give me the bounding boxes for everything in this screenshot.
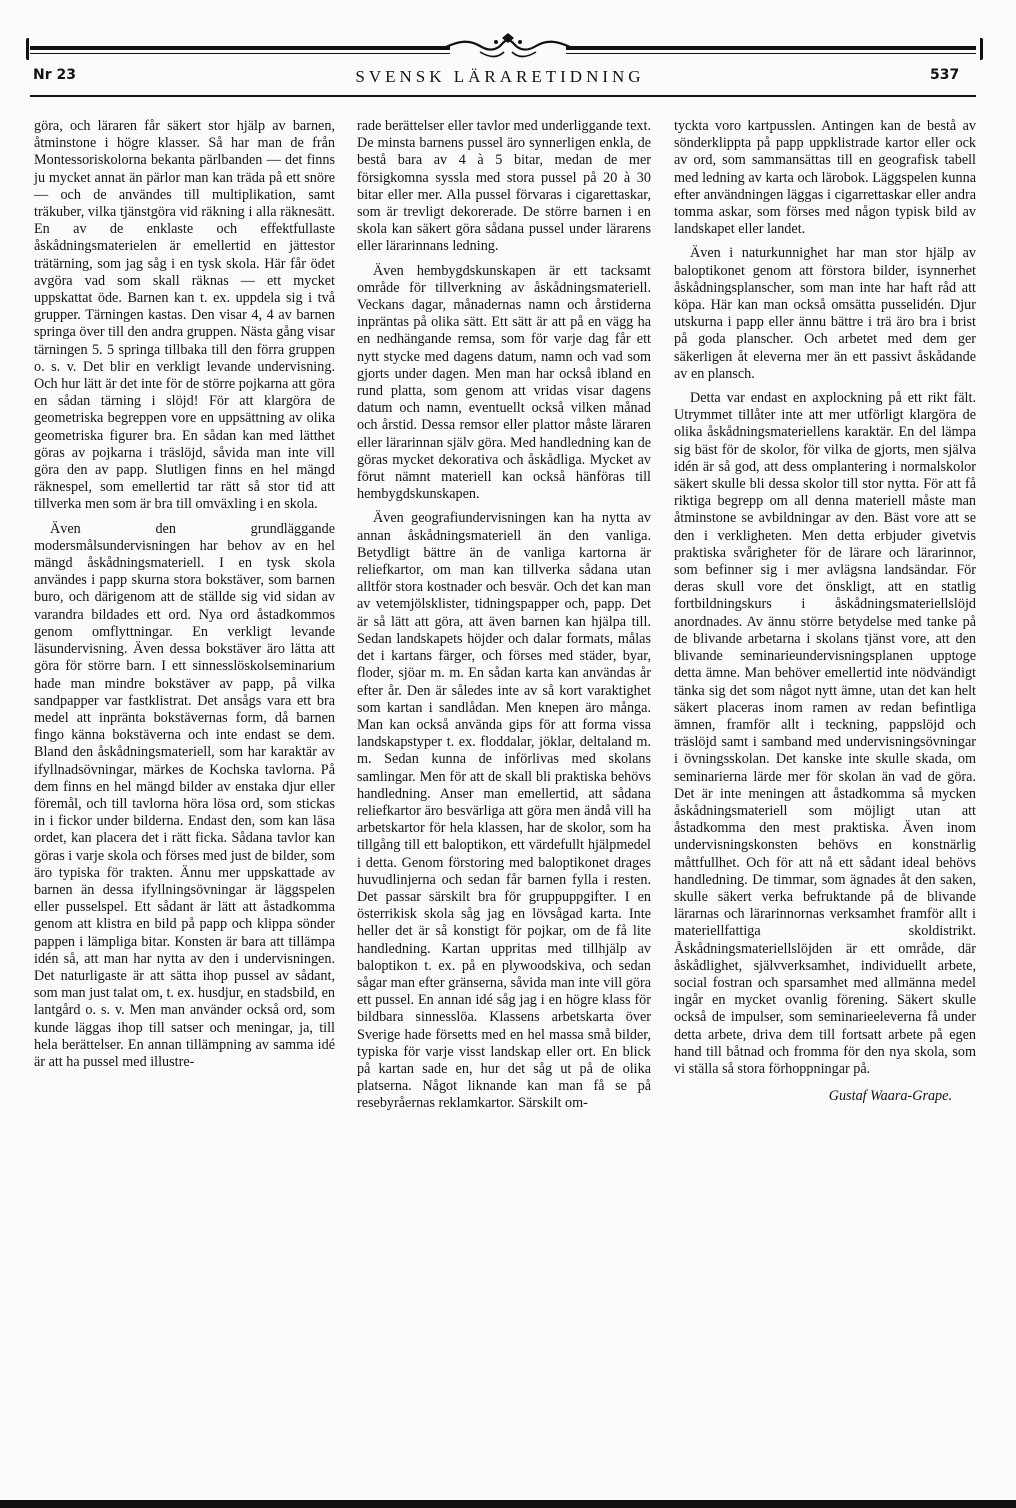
paragraph: Även geografiundervisningen kan ha nytta av annan åskådningsmateriell än den vanliga. Betydligt bättre än de vanliga kartorna är reliefkartor, om man kan tillverka sådana utan alltför stora kostnader och besvär. Och det kan man av vetemjölsklister, tidningspapper och, papp. Det är så lätt att göra, att även barnen kan hjälpa till. Sedan landskapets höjder och dalar formats, målas det i kartans färger, och förses med städer, byar, floder, sjöar m. m. En sådan karta kan användas år efter år. Den är således inte av så kort varaktighet som kartan i sandlådan. Men knepen äro många. Man kan också använda gips för att forma vissa landskapstyper t. ex. floddalar, jöklar, deltaland m. m. Sedan kunna de införlivas med skolans samlingar. Men för att de skall bli praktiska behövs handledning. Anser man emellertid, att sådana reliefkartor äro besvärliga att göra men ändå vill ha arbetskartor för hela klassen, har de skolor, som ha tillgång till ett baloptikon, ett värdefullt hjälpmedel i detta. Genom förstoring med baloptikonet drages huvudlinjerna och sedan får barnen fylla i resten. Det passar särskilt bra för gruppuppgifter. I en österrikisk skola såg jag en lövsågad karta. Inte heller det är så konstigt för pojkar, om de få lite handledning. Kartan uppritas med tillhjälp av baloptikon t. ex. på en plywoodskiva, och sedan sågar man efter gränserna, såvida man inte vill göra ett pussel. En annan idé såg jag i en högre klass för bildbara sinnesslöa. Klassens arbetskarta över Sverige hade försetts med en hel massa små bilder, typiska för varje visst landskap eller ort. En blick på kartan sade en, hur det såg ut på de olika platserna. Något liknande kan man få se på resebyråernas reklamkartor. Särskilt om- — [357, 510, 651, 1112]
issue-number: Nr 23 — [33, 67, 76, 83]
paragraph: Även hembygdskunskapen är ett tacksamt område för tillverkning av åskådningsmateriell. Veckans dagar, månadernas namn och årstiderna inpräntas på olika sätt. Ett sätt är att på en vägg ha en nedhängande remsa, som för varje dag får ett nytt stycke med dagens datum, namn och vad som gjorts under dagen. Men man har också ibland en rund platta, som genom att vridas visar dagens datum och namn, eventuellt också vilken månad och årstid. Dessa remsor eller plattor måste läraren eller lärarinnan själv göra. Med handledning kan de göras mycket dekorativa och åskådliga. Mycket av förut nämnt materiell kan också hänföras till hembygdskunskapen. — [357, 262, 651, 503]
header-rule-right-thin — [566, 53, 976, 54]
article-column-1 — [34, 118, 335, 1071]
article-column-2 — [357, 118, 651, 1113]
paragraph: Även den grundläggande modersmålsundervisningen har behov av en hel mängd åskådningsmateriell. I en tysk skola användes i papp skurna stora bokstäver, som barnen buro, och därigenom att de ställde sig vid sidan av varandra bildades ett ord. Nya ord åstadkommos genom omflyttningar. En verkligt levande läsundervisning. Även dessa bokstäver äro lätta att göra för större barn. I ett sinnesslöskolseminarium hade man mindre bokstäver av papp, på vilka sandpapper var fastklistrat. Det ansågs vara ett bra medel att inpränta bokstävernas form, då barnen fingo känna bokstäverna och inte endast se dem. Bland den åskådningsmateriell, som har karaktär av ifyllnadsövningar, märkes de Kochska tavlorna. På dem finns en hel mängd bilder av enstaka djur eller föremål, och till tavlorna höra lösa ord, som stickas in i fickor under bilderna. Endast den, som kan läsa ordet, kan placera det i rätt ficka. Sådana tavlor kan göras i varje skola och förses med just de bilder, som äro typiska för trakten. Ännu mer uppskattade av barnen än dessa ifyllningsövningar är läggspelen eller pusselspel. Ett sådant är lätt att åstadkomma genom att klistra en bild på papp och klippa sönder pappen i lämpliga bitar. Konsten är bara att tillämpa idén så, att man har nytta av den i undervisningen. Det naturligaste är att sätta ihop pussel av sådant, som man just talat om, t. ex. husdjur, en stadsbild, en lantgård o. s. v. Men man använder också ord, som kunde läggas ihop till satser och meningar, ja, till hela berättelser. En annan tillämpning av samma idé är att ha pussel med illustre- — [34, 520, 335, 1070]
page-bottom-edge — [0, 1500, 1016, 1508]
paragraph: tyckta voro kartpusslen. Antingen kan de bestå av sönderklippta på papp uppklistrade kartor eller ock av ord, som sammansättas till en geografisk tabell med ledning av karta och lärobok. Läggspelen kunna efter användningen läggas i cigarrettaskar eller andra tomma askar, som förses med någon typisk bild av landskapet eller landet. — [674, 118, 976, 238]
article-column-3 — [674, 118, 976, 1105]
page-number: 537 — [930, 67, 960, 83]
author-signature: Gustaf Waara-Grape. — [828, 1088, 952, 1105]
header-rule-right — [566, 46, 976, 50]
header-bracket-right — [972, 38, 983, 60]
paragraph: göra, och läraren får säkert stor hjälp av barnen, åtminstone i högre klasser. Så har man de från Montessoriskolorna bekanta pärlbanden — det finns ju mycket annat än pärlor man kan träda på ett snöre — och de användes till multiplikation, samt träkuber, vilka tjänstgöra vid räkning i alla räknesätt. En av de enklaste och effektfullaste åskådningsmaterielen är emellertid en jättestor trätärning, som jag såg i en tysk skola. Här får ödet avgöra vad som skall räknas — ett mycket uppskattat öde. Barnen kan t. ex. uppdela sig i två grupper. Tärningen kastas. Den visar 4, 4 av barnen springa över till den andra gruppen. Nästa gång visar tärningen 5. 5 springa tillbaka till den förra gruppen o. s. v. Det blir en verkligt levande undervisning. Och hur lätt är det inte för de större pojkarna att göra en sådan tärning i slöjd! För att klargöra de geometriska begreppen vore en uppsättning av olika geometriska figurer bra. En sådan kan med lätthet göras av pojkarna i träslöjd, såvida man inte vill göra den av papp. Slutligen finns en hel mängd räknespel, som emellertid tar rätt så stor tid att tillverka men som är bra till omväxling i en skola. — [34, 118, 335, 513]
journal-title: SVENSK LÄRARETIDNING — [355, 67, 645, 86]
paragraph: rade berättelser eller tavlor med underliggande text. De minsta barnens pussel äro synnerligen enkla, de bestå bara av 4 à 5 bitar, medan de mer försigkomna syssla med stora pussel på 20 à 30 bitar eller mer. Alla pussel förvaras i cigarettaskar, som är trevligt dekorerade. De större barnen i en skola kan säkert göra sådana pussel under lärarens eller lärarinnans ledning. — [357, 118, 651, 255]
header-underline — [30, 95, 976, 97]
header-ornament-icon — [440, 30, 576, 64]
header-rule-left — [30, 46, 450, 50]
paragraph: Detta var endast en axplockning på ett rikt fält. Utrymmet tillåter inte att mer utförligt klargöra de olika åskådningsmateriellens karaktär. En del lämpa sig bäst för de skolor, för vilka de gjorts, men själva idén är så god, att dess omplantering i normalskolor säkert skulle bli dessa skolor till stor nytta. För att få riktiga begrepp om all denna materiell måste man åtminstone se avbildningar av den. Bäst vore att se den i verkligheten. Men detta erbjuder givetvis praktiska svårigheter för de lärare och lärarinnor, som befinner sig i mer avlägsna landsändar. För deras skull vore det önskligt, att en statlig fortbildningskurs i åskådningsmateriellslöjd anordnades. Av ännu större betydelse med tanke på de blivande arbetarna i skolans tjänst vore, att den blivande seminarieundervisningsplanen upptoge detta ämne. Man behöver emellertid inte nödvändigt tänka sig det som något nytt ämne, utan det kan helt säkert placeras inom ramen av redan befintliga ämnen, framför allt i teckning, pappslöjd och träslöjd samt i samband med undervisningsövningar i övningsskolan. Det kanske inte skulle skada, om seminarierna lärde mer för skolan än vad de göra. Det är inte meningen att åstadkomma så mycken åskådningsmateriell som möjligt utan att åstadkomma den mest praktiska. Även inom undervisningskonsten behövs en konstnärlig måttfullhet. Och för att nå ett sådant ideal behövs handledning. De timmar, som ägnades åt den saken, skulle säkert verka befruktande på de blivande lärarnas och lärarinnornas verksamhet framför allt i materiellfattiga skoldistrikt. Åskådningsmateriellslöjden är ett område, där åskådlighet, självverksamhet, individuellt arbete, social fostran och sparsamhet med allmänna medel ingår en mycket ovanlig förening. Säkert skulle också de impulser, som seminarieeleverna få under detta arbete, driva dem till fortsatt arbete på egen hand till båtnad och fromma för den nya skola, som vi ställa så stora förhoppningar på. — [674, 390, 976, 1077]
header-rule-left-thin — [30, 53, 450, 54]
paragraph: Även i naturkunnighet har man stor hjälp av baloptikonet genom att förstora bilder, isynnerhet åskådningsplanscher, som man inte har haft råd att köpa. Här kan man också omsätta pusselidén. Djur utskurna i papp eller ännu bättre i trä äro bra i brist på goda planscher. Och arbetet med dem ger säkerligen åt eleverna mer än ett passivt åskådande av en plansch. — [674, 245, 976, 382]
